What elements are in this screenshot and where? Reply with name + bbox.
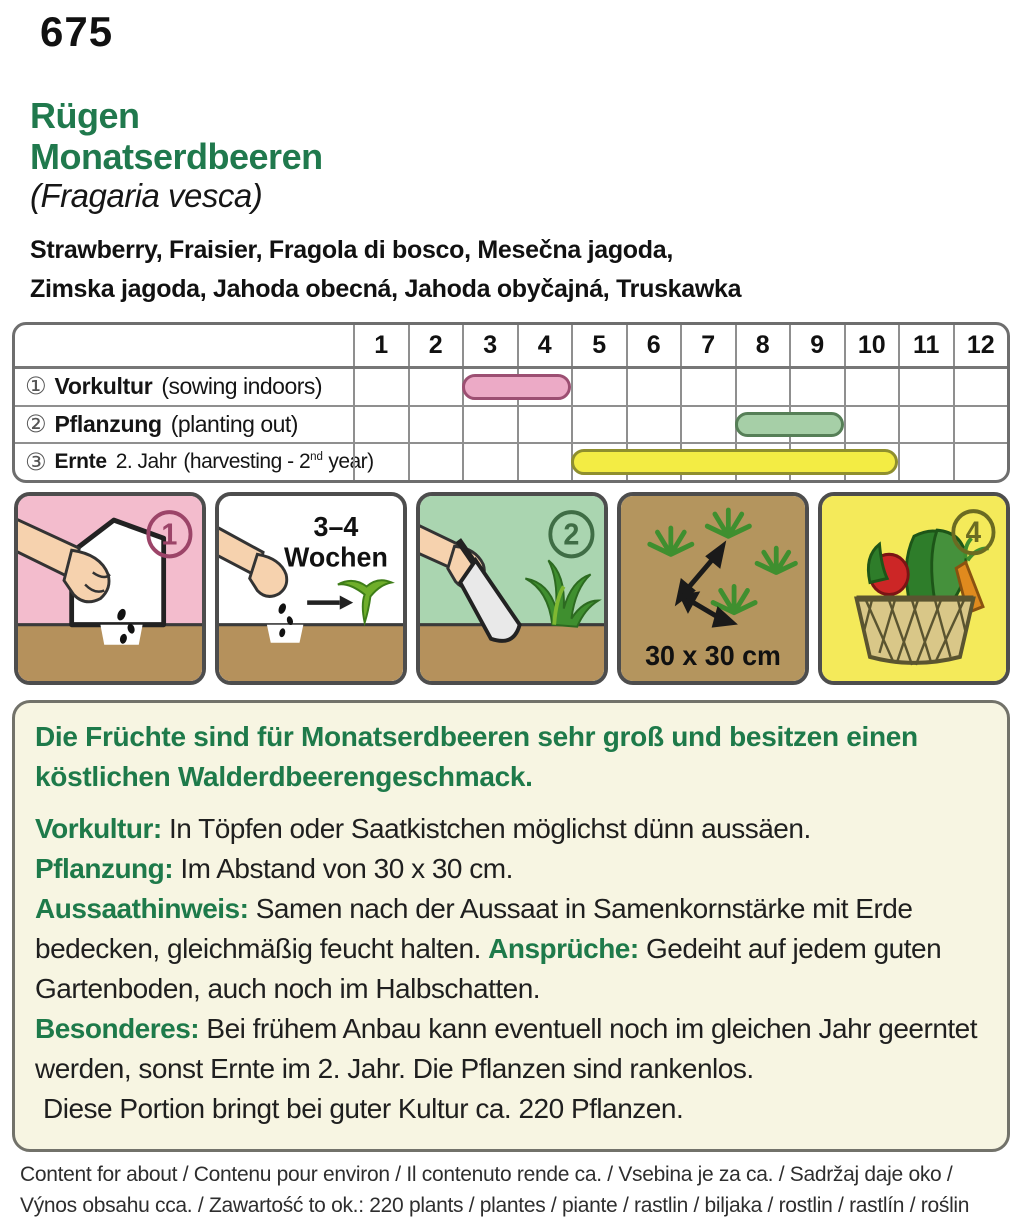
month-label: 4 bbox=[517, 325, 572, 366]
section-heading: Aussaathinweis: bbox=[35, 893, 249, 924]
section-heading: Ansprüche: bbox=[488, 933, 639, 964]
body-text: Bei frühem Anbau kann eventuell noch im gleichen Jahr geerntet werden, sonst Ernte im 2. Jahr. Die Pflanzen sind rankenlos. bbox=[35, 1013, 978, 1084]
fine-print-line-2: Výnos obsahu cca. / Zawartość to ok.: 220 plants / plantes / piante / rastlin / biljaka / rostlin / rastlín / roślin bbox=[20, 1194, 970, 1217]
calendar-row-grid bbox=[353, 369, 1007, 405]
step-badge-number: 1 bbox=[161, 517, 178, 552]
synonyms bbox=[30, 231, 741, 309]
month-label: 1 bbox=[353, 325, 408, 366]
calendar-cell bbox=[626, 407, 681, 443]
panel-planting-out bbox=[416, 492, 608, 685]
calendar-cell bbox=[408, 369, 463, 405]
calendar-cell bbox=[844, 407, 899, 443]
calendar-cell bbox=[898, 369, 953, 405]
synonyms-line-1: Strawberry, Fraisier, Fragola di bosco, Mesečna jagoda, bbox=[30, 236, 673, 264]
info-paragraph bbox=[35, 889, 987, 1009]
latin-name: (Fragaria vesca) bbox=[30, 177, 263, 214]
calendar-cell bbox=[408, 444, 463, 480]
row-mid-text: 2. Jahr bbox=[115, 450, 177, 474]
calendar-cell bbox=[462, 407, 517, 443]
section-heading: Vorkultur: bbox=[35, 813, 162, 844]
month-label: 5 bbox=[571, 325, 626, 366]
calendar-row-label bbox=[15, 407, 353, 443]
vorkultur-period-bar bbox=[462, 374, 571, 400]
circled-number: ③ bbox=[25, 448, 47, 476]
row-name: Ernte bbox=[54, 450, 107, 474]
calendar-cell bbox=[953, 444, 1008, 480]
pictogram-strip bbox=[14, 492, 1010, 685]
calendar-cell bbox=[680, 407, 735, 443]
circled-number: ② bbox=[25, 411, 47, 438]
circled-number: ① bbox=[25, 373, 47, 401]
row-translation: (sowing indoors) bbox=[161, 373, 323, 400]
fine-print-line-1: Content for about / Contenu pour environ / Il contenuto rende ca. / Vsebina je za ca. / Sadržaj daje oko / bbox=[20, 1163, 953, 1186]
panel-germination-time bbox=[215, 492, 407, 685]
month-header-cells bbox=[353, 325, 1007, 366]
calendar-cell bbox=[571, 369, 626, 405]
calendar-cell bbox=[898, 444, 953, 480]
row-translation: (planting out) bbox=[170, 411, 298, 437]
calendar-cell bbox=[353, 369, 408, 405]
info-paragraph bbox=[35, 1009, 987, 1089]
row-name: Pflanzung bbox=[54, 411, 162, 437]
calendar-cell bbox=[953, 407, 1008, 443]
germination-time-icon bbox=[219, 496, 403, 681]
basket bbox=[857, 599, 974, 665]
harvest-basket-icon bbox=[822, 496, 1006, 681]
month-label: 7 bbox=[680, 325, 735, 366]
sowing-indoors-icon bbox=[18, 496, 202, 681]
panel-harvest bbox=[818, 492, 1010, 685]
ernte-period-bar bbox=[571, 449, 898, 475]
section-heading: Die Früchte sind für Monatserdbeeren sehr groß und besitzen einen köstlichen Walderdbeerengeschmack. bbox=[35, 721, 918, 792]
planting-out-icon bbox=[420, 496, 604, 681]
spacing-label: 30 x 30 cm bbox=[645, 639, 781, 672]
step-badge-number: 4 bbox=[965, 516, 982, 550]
calendar-cell bbox=[953, 369, 1008, 405]
pflanzung-period-bar bbox=[735, 412, 844, 438]
step-badge-number: 2 bbox=[563, 517, 580, 552]
calendar-cell bbox=[462, 444, 517, 480]
row-translation: (harvesting - 2nd year) bbox=[183, 450, 374, 474]
month-label: 10 bbox=[844, 325, 899, 366]
calendar-cell bbox=[898, 407, 953, 443]
variety-name: Rügen bbox=[30, 95, 140, 136]
body-text: In Töpfen oder Saatkistchen möglichst dünn aussäen. bbox=[161, 813, 811, 844]
calendar-cell bbox=[517, 444, 572, 480]
section-heading: Besonderes: bbox=[35, 1013, 200, 1044]
section-heading: Pflanzung: bbox=[35, 853, 174, 884]
variety-title bbox=[30, 95, 323, 177]
panel-sowing-indoors bbox=[14, 492, 206, 685]
synonyms-line-2: Zimska jagoda, Jahoda obecná, Jahoda obyčajná, Truskawka bbox=[30, 275, 742, 303]
panel-spacing bbox=[617, 492, 809, 685]
weeks-label-top: 3–4 bbox=[313, 510, 359, 543]
month-label: 3 bbox=[462, 325, 517, 366]
row-name: Vorkultur bbox=[54, 373, 153, 400]
calendar-cell bbox=[353, 407, 408, 443]
calendar-row-label bbox=[15, 369, 353, 405]
calendar-row-grid bbox=[353, 444, 1007, 480]
calendar-row-grid bbox=[353, 407, 1007, 443]
month-label: 12 bbox=[953, 325, 1008, 366]
body-text: Gedeiht auf jedem guten Gartenboden, auch noch im Halbschatten. bbox=[35, 933, 942, 1004]
calendar-header-spacer bbox=[15, 325, 353, 366]
month-label: 9 bbox=[789, 325, 844, 366]
calendar-cell bbox=[408, 407, 463, 443]
calendar-row-pflanzung bbox=[15, 407, 1007, 445]
calendar-cell bbox=[626, 369, 681, 405]
info-paragraph bbox=[35, 849, 987, 889]
sowing-calendar bbox=[12, 322, 1010, 483]
body-text: Samen nach der Aussaat in Samenkornstärke mit Erde bedecken, gleichmäßig feucht halten. bbox=[35, 893, 913, 964]
info-paragraph bbox=[35, 1089, 987, 1129]
seed-hole bbox=[267, 625, 303, 643]
calendar-cell bbox=[571, 407, 626, 443]
species-name: Monatserdbeeren bbox=[30, 136, 323, 177]
calendar-cell bbox=[844, 369, 899, 405]
calendar-cell bbox=[735, 369, 790, 405]
body-text: Diese Portion bringt bei guter Kultur ca. 220 Pflanzen. bbox=[43, 1093, 684, 1124]
calendar-month-header bbox=[15, 325, 1007, 369]
info-paragraph bbox=[35, 717, 987, 797]
month-label: 8 bbox=[735, 325, 790, 366]
body-text: Im Abstand von 30 x 30 cm. bbox=[173, 853, 513, 884]
weeks-label-bottom: Wochen bbox=[283, 540, 388, 573]
info-paragraph bbox=[35, 809, 987, 849]
calendar-row-ernte bbox=[15, 444, 1007, 480]
calendar-row-vorkultur bbox=[15, 369, 1007, 407]
calendar-cell bbox=[789, 369, 844, 405]
description-box bbox=[12, 700, 1010, 1152]
spacing-icon bbox=[621, 496, 805, 681]
calendar-cell bbox=[353, 444, 408, 480]
article-number: 675 bbox=[40, 8, 114, 55]
calendar-cell bbox=[517, 407, 572, 443]
month-label: 6 bbox=[626, 325, 681, 366]
content-fine-print bbox=[20, 1159, 1012, 1221]
month-label: 11 bbox=[898, 325, 953, 366]
month-label: 2 bbox=[408, 325, 463, 366]
calendar-cell bbox=[680, 369, 735, 405]
calendar-row-label bbox=[15, 444, 374, 480]
